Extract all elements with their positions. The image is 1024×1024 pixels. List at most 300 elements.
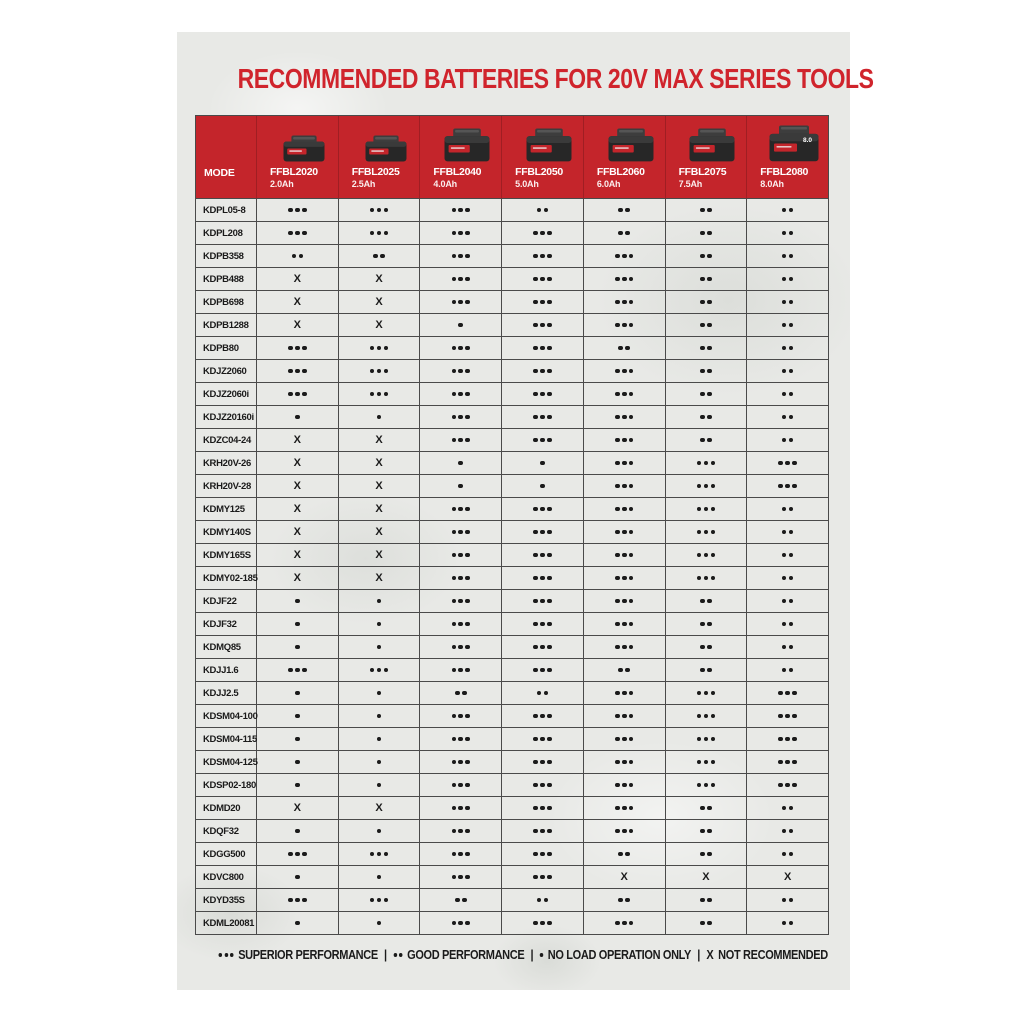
dot-icon xyxy=(452,415,457,420)
rating-cell xyxy=(257,337,339,360)
rating-dots xyxy=(700,898,712,903)
rating-cell xyxy=(666,682,748,705)
dot-icon xyxy=(540,323,545,328)
dot-icon xyxy=(458,530,463,535)
dot-icon xyxy=(629,438,634,443)
tool-model-cell: KDSM04-125 xyxy=(196,751,257,774)
rating-dots xyxy=(782,231,794,236)
dot-icon xyxy=(465,438,470,443)
tool-model-cell: KDJF22 xyxy=(196,590,257,613)
rating-cell xyxy=(502,774,584,797)
rating-dots xyxy=(452,438,471,443)
dot-icon xyxy=(533,438,538,443)
dot-icon xyxy=(615,323,620,328)
dot-icon xyxy=(615,530,620,535)
tool-model-cell: KDMY125 xyxy=(196,498,257,521)
dot-icon xyxy=(533,553,538,558)
dot-icon xyxy=(789,553,794,558)
dot-icon xyxy=(618,898,623,903)
rating-dots xyxy=(697,760,716,765)
dot-icon xyxy=(458,622,463,627)
rating-dots xyxy=(782,208,794,213)
dot-icon xyxy=(465,875,470,880)
rating-cell xyxy=(747,636,829,659)
dot-icon xyxy=(465,645,470,650)
rating-cell xyxy=(257,268,339,291)
rating-cell xyxy=(666,866,748,889)
rating-cell xyxy=(502,889,584,912)
dot-icon xyxy=(785,461,790,466)
not-recommended-mark xyxy=(784,872,791,883)
dot-icon xyxy=(782,553,787,558)
rating-cell xyxy=(747,314,829,337)
dot-icon xyxy=(295,783,300,788)
dot-icon xyxy=(615,783,620,788)
rating-dots xyxy=(700,231,712,236)
dot-icon xyxy=(288,346,293,351)
dot-icon xyxy=(615,921,620,926)
dot-icon xyxy=(707,369,712,374)
x-icon: X xyxy=(375,525,383,538)
dot-icon xyxy=(533,392,538,397)
dot-icon xyxy=(629,576,634,581)
rating-dots xyxy=(615,645,634,650)
column-header-ffbl2080 xyxy=(747,116,829,199)
tool-model-cell: KDPB488 xyxy=(196,268,257,291)
dot-icon xyxy=(288,369,293,374)
dot-icon xyxy=(547,737,552,742)
dot-icon xyxy=(789,254,794,259)
rating-cell xyxy=(420,728,502,751)
dot-icon xyxy=(465,760,470,765)
rating-dots xyxy=(533,622,552,627)
dot-icon xyxy=(377,392,382,397)
rating-dots xyxy=(452,415,471,420)
dot-icon xyxy=(458,254,463,259)
legend-label: NO LOAD OPERATION ONLY xyxy=(547,947,692,962)
x-icon: X xyxy=(375,548,383,561)
dot-icon xyxy=(533,783,538,788)
dot-icon xyxy=(393,953,397,957)
not-recommended-mark xyxy=(706,949,713,962)
rating-cell xyxy=(666,521,748,544)
dot-icon xyxy=(792,737,797,742)
rating-dots xyxy=(533,369,552,374)
rating-dots xyxy=(219,953,234,957)
dot-icon xyxy=(295,208,300,213)
dot-icon xyxy=(295,645,300,650)
dot-icon xyxy=(533,346,538,351)
rating-dots xyxy=(370,852,389,857)
rating-cell xyxy=(747,613,829,636)
rating-cell xyxy=(339,705,421,728)
rating-dots xyxy=(782,530,794,535)
rating-cell xyxy=(666,797,748,820)
dot-icon xyxy=(704,530,709,535)
x-icon: X xyxy=(293,456,302,469)
rating-dots xyxy=(533,645,552,650)
dot-icon xyxy=(615,599,620,604)
x-icon: X xyxy=(293,548,302,561)
dot-icon xyxy=(547,231,552,236)
dot-icon xyxy=(458,507,463,512)
dot-icon xyxy=(711,783,716,788)
rating-cell xyxy=(502,245,584,268)
rating-dots xyxy=(540,461,545,466)
rating-cell xyxy=(747,291,829,314)
dot-icon xyxy=(458,438,463,443)
dot-icon xyxy=(458,829,463,834)
rating-dots xyxy=(782,622,794,627)
not-recommended-mark xyxy=(294,458,301,469)
dot-icon xyxy=(465,576,470,581)
dot-icon xyxy=(697,783,702,788)
dot-icon xyxy=(547,415,552,420)
rating-cell xyxy=(257,797,339,820)
dot-icon xyxy=(785,760,790,765)
rating-cell xyxy=(666,383,748,406)
dot-icon xyxy=(622,622,627,627)
rating-cell xyxy=(420,337,502,360)
dot-icon xyxy=(540,461,545,466)
dot-icon xyxy=(533,852,538,857)
rating-dots xyxy=(533,783,552,788)
dot-icon xyxy=(629,415,634,420)
rating-cell xyxy=(420,429,502,452)
dot-icon xyxy=(622,484,627,489)
dot-icon xyxy=(778,783,783,788)
dot-icon xyxy=(533,737,538,742)
rating-cell xyxy=(666,912,748,935)
dot-icon xyxy=(377,599,382,604)
dot-icon xyxy=(533,760,538,765)
rating-cell xyxy=(502,475,584,498)
dot-icon xyxy=(704,507,709,512)
rating-dots xyxy=(533,921,552,926)
rating-cell xyxy=(584,222,666,245)
rating-cell xyxy=(666,590,748,613)
rating-cell xyxy=(339,406,421,429)
rating-cell xyxy=(339,268,421,291)
rating-dots xyxy=(295,645,300,650)
rating-dots xyxy=(370,231,389,236)
rating-dots xyxy=(697,691,716,696)
dot-icon xyxy=(700,346,705,351)
dot-icon xyxy=(622,392,627,397)
rating-dots xyxy=(455,898,467,903)
dot-icon xyxy=(789,852,794,857)
dot-icon xyxy=(700,829,705,834)
rating-dots xyxy=(782,668,794,673)
dot-icon xyxy=(782,507,787,512)
rating-dots xyxy=(615,461,634,466)
dot-icon xyxy=(785,783,790,788)
dot-icon xyxy=(622,415,627,420)
dot-icon xyxy=(700,599,705,604)
dot-icon xyxy=(458,714,463,719)
dot-icon xyxy=(533,622,538,627)
rating-cell xyxy=(747,705,829,728)
rating-dots xyxy=(452,599,471,604)
dot-icon xyxy=(465,231,470,236)
rating-dots xyxy=(615,760,634,765)
dot-icon xyxy=(540,507,545,512)
dot-icon xyxy=(782,300,787,305)
rating-cell xyxy=(666,337,748,360)
dot-icon xyxy=(707,599,712,604)
dot-icon xyxy=(377,346,382,351)
rating-dots xyxy=(782,921,794,926)
dot-icon xyxy=(625,231,630,236)
rating-dots xyxy=(615,599,634,604)
dot-icon xyxy=(377,622,382,627)
battery-model-label: FFBL2080 xyxy=(760,166,809,179)
dot-icon xyxy=(302,852,307,857)
dot-icon xyxy=(370,369,375,374)
rating-dots xyxy=(452,346,471,351)
dot-icon xyxy=(458,783,463,788)
rating-cell xyxy=(420,475,502,498)
dot-icon xyxy=(622,461,627,466)
rating-cell xyxy=(747,912,829,935)
dot-icon xyxy=(707,323,712,328)
dot-icon xyxy=(700,806,705,811)
rating-dots xyxy=(377,737,382,742)
dot-icon xyxy=(629,645,634,650)
dot-icon xyxy=(384,392,389,397)
rating-cell xyxy=(420,199,502,222)
dot-icon xyxy=(465,277,470,282)
rating-dots xyxy=(533,806,552,811)
rating-dots xyxy=(452,231,471,236)
rating-cell xyxy=(584,383,666,406)
rating-cell xyxy=(257,705,339,728)
dot-icon xyxy=(547,806,552,811)
rating-cell xyxy=(257,682,339,705)
dot-icon xyxy=(789,668,794,673)
rating-dots xyxy=(697,461,716,466)
dot-icon xyxy=(711,484,716,489)
rating-cell xyxy=(420,751,502,774)
rating-dots xyxy=(700,323,712,328)
rating-cell xyxy=(502,636,584,659)
dot-icon xyxy=(295,392,300,397)
dot-icon xyxy=(458,415,463,420)
rating-dots xyxy=(700,829,712,834)
rating-cell xyxy=(584,889,666,912)
dot-icon xyxy=(707,300,712,305)
x-icon: X xyxy=(375,456,383,469)
dot-icon xyxy=(629,254,634,259)
dot-icon xyxy=(377,760,382,765)
dot-icon xyxy=(540,921,545,926)
rating-cell xyxy=(502,199,584,222)
dot-icon xyxy=(465,553,470,558)
rating-dots xyxy=(700,346,712,351)
rating-dots xyxy=(615,392,634,397)
dot-icon xyxy=(697,530,702,535)
dot-icon xyxy=(700,622,705,627)
dot-icon xyxy=(540,714,545,719)
rating-dots xyxy=(615,921,634,926)
not-recommended-mark xyxy=(294,435,301,446)
dot-icon xyxy=(302,208,307,213)
dot-icon xyxy=(625,346,630,351)
rating-cell xyxy=(502,682,584,705)
rating-dots xyxy=(458,461,463,466)
rating-cell xyxy=(502,728,584,751)
rating-cell xyxy=(339,682,421,705)
not-recommended-mark xyxy=(294,320,301,331)
dot-icon xyxy=(288,852,293,857)
rating-cell xyxy=(502,843,584,866)
rating-cell xyxy=(420,659,502,682)
rating-cell xyxy=(666,452,748,475)
rating-dots xyxy=(452,921,471,926)
dot-icon xyxy=(533,254,538,259)
dot-icon xyxy=(629,829,634,834)
rating-dots xyxy=(700,599,712,604)
dot-icon xyxy=(704,576,709,581)
dot-icon xyxy=(629,553,634,558)
rating-cell xyxy=(666,613,748,636)
rating-dots xyxy=(700,806,712,811)
rating-cell xyxy=(666,774,748,797)
rating-cell xyxy=(420,797,502,820)
dot-icon xyxy=(465,415,470,420)
rating-dots xyxy=(700,622,712,627)
dot-icon xyxy=(707,231,712,236)
dot-icon xyxy=(452,852,457,857)
battery-model-label: FFBL2020 xyxy=(270,166,318,179)
rating-dots xyxy=(452,369,471,374)
dot-icon xyxy=(711,691,716,696)
rating-cell xyxy=(584,682,666,705)
not-recommended-mark xyxy=(294,527,301,538)
rating-cell xyxy=(502,705,584,728)
x-icon: X xyxy=(293,318,302,331)
rating-dots xyxy=(452,392,471,397)
dot-icon xyxy=(782,438,787,443)
dot-icon xyxy=(288,668,293,673)
dot-icon xyxy=(452,208,457,213)
dot-icon xyxy=(295,921,300,926)
dot-icon xyxy=(629,369,634,374)
dot-icon xyxy=(697,461,702,466)
dot-icon xyxy=(452,645,457,650)
dot-icon xyxy=(458,300,463,305)
dot-icon xyxy=(618,346,623,351)
dot-icon xyxy=(295,369,300,374)
rating-dots xyxy=(533,760,552,765)
rating-cell xyxy=(339,728,421,751)
rating-dots xyxy=(533,576,552,581)
x-icon: X xyxy=(293,502,302,515)
dot-icon xyxy=(615,254,620,259)
dot-icon xyxy=(370,208,375,213)
rating-dots xyxy=(537,898,549,903)
rating-cell xyxy=(584,314,666,337)
dot-icon xyxy=(380,254,385,259)
dot-icon xyxy=(547,507,552,512)
dot-icon xyxy=(540,576,545,581)
dot-icon xyxy=(295,714,300,719)
dot-icon xyxy=(700,231,705,236)
rating-dots xyxy=(377,622,382,627)
battery-capacity-label: 2.5Ah xyxy=(351,178,376,189)
dot-icon xyxy=(465,507,470,512)
dot-icon xyxy=(377,714,382,719)
dot-icon xyxy=(629,783,634,788)
dot-icon xyxy=(629,484,634,489)
rating-cell xyxy=(502,406,584,429)
rating-cell xyxy=(747,521,829,544)
dot-icon xyxy=(629,599,634,604)
rating-dots xyxy=(540,484,545,489)
dot-icon xyxy=(295,737,300,742)
rating-dots xyxy=(377,829,382,834)
battery-large-icon xyxy=(444,128,490,162)
dot-icon xyxy=(615,645,620,650)
rating-cell xyxy=(502,912,584,935)
tool-model-cell: KDJZ20160i xyxy=(196,406,257,429)
rating-cell xyxy=(584,406,666,429)
rating-dots xyxy=(778,783,797,788)
tool-model-cell: KDMY02-185 xyxy=(196,567,257,590)
rating-cell xyxy=(420,889,502,912)
dot-icon xyxy=(792,484,797,489)
dot-icon xyxy=(700,668,705,673)
rating-cell xyxy=(584,567,666,590)
dot-icon xyxy=(547,277,552,282)
rating-dots xyxy=(452,254,471,259)
battery-model-label: FFBL2050 xyxy=(515,166,563,179)
rating-dots xyxy=(373,254,385,259)
dot-icon xyxy=(540,392,545,397)
rating-cell xyxy=(257,843,339,866)
dot-icon xyxy=(622,691,627,696)
dot-icon xyxy=(782,231,787,236)
x-icon: X xyxy=(783,870,792,883)
rating-dots xyxy=(452,806,471,811)
rating-dots xyxy=(370,668,389,673)
dot-icon xyxy=(618,231,623,236)
tool-model-cell: KDJJ1.6 xyxy=(196,659,257,682)
rating-dots xyxy=(615,323,634,328)
x-icon: X xyxy=(375,272,383,285)
x-icon: X xyxy=(293,571,302,584)
dot-icon xyxy=(789,346,794,351)
dot-icon xyxy=(452,737,457,742)
dot-icon xyxy=(700,852,705,857)
tool-model-cell: KRH20V-28 xyxy=(196,475,257,498)
dot-icon xyxy=(615,300,620,305)
dot-icon xyxy=(533,415,538,420)
dot-icon xyxy=(697,760,702,765)
dot-icon xyxy=(295,852,300,857)
rating-dots xyxy=(377,714,382,719)
dot-icon xyxy=(700,415,705,420)
rating-dots xyxy=(295,921,300,926)
dot-icon xyxy=(707,438,712,443)
rating-dots xyxy=(377,783,382,788)
dot-icon xyxy=(537,208,542,213)
dot-icon xyxy=(547,852,552,857)
dot-icon xyxy=(452,576,457,581)
dot-icon xyxy=(782,852,787,857)
rating-cell xyxy=(747,337,829,360)
dot-icon xyxy=(547,254,552,259)
